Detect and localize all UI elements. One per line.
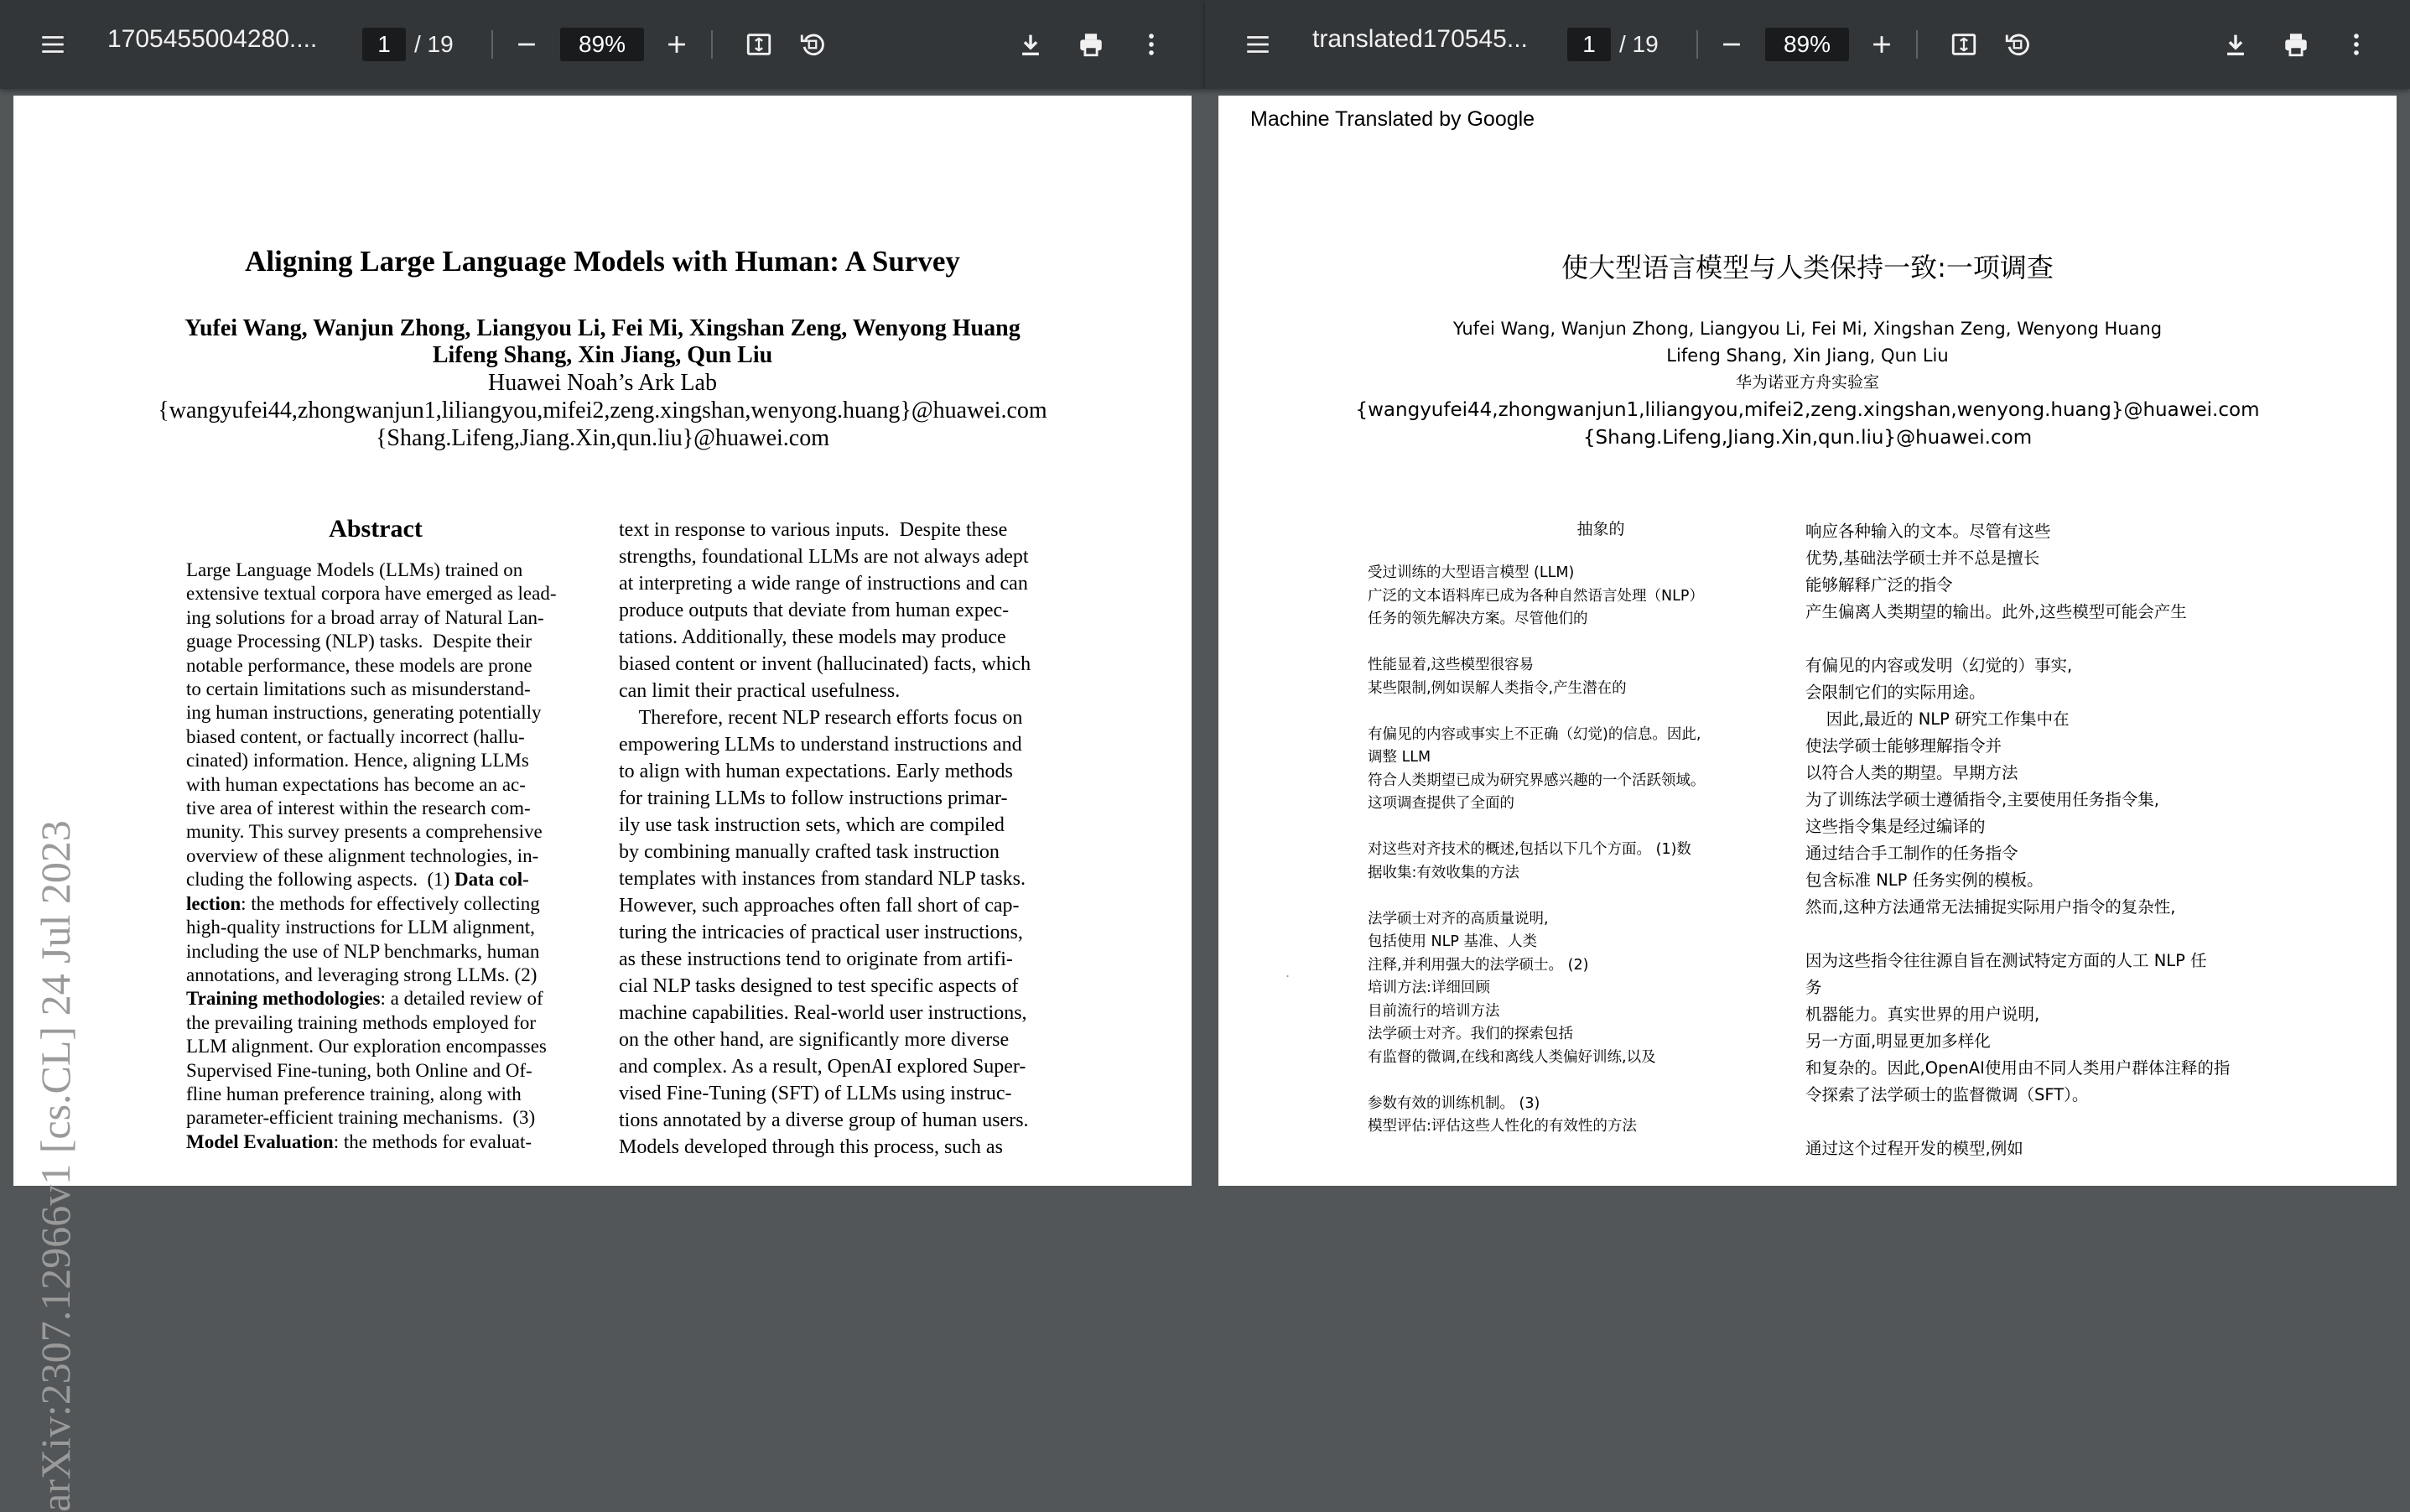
- text-line: lection: the methods for effectively collecting: [186, 892, 540, 914]
- text-line: 然而,这种方法通常无法捕捉实际用户指令的复杂性,: [1805, 897, 2176, 917]
- arxiv-stamp: arXiv:2307.12966v1 [cs.CL] 24 Jul 2023: [32, 820, 79, 1512]
- intro-text: [1805, 518, 2230, 1162]
- print-icon[interactable]: [1067, 21, 1114, 68]
- text-line: 使法学硕士能够理解指令并: [1805, 736, 2002, 756]
- abstract-heading: Abstract: [329, 515, 423, 543]
- text-line: 法学硕士对齐。我们的探索包括: [1368, 1026, 1573, 1042]
- abstract-text: [1368, 562, 1706, 1139]
- authors-line-1: Yufei Wang, Wanjun Zhong, Liangyou Li, Fei Mi, Xingshan Zeng, Wenyong Huang: [1452, 319, 2163, 339]
- text-line: 响应各种输入的文本。尽管有这些: [1805, 522, 2051, 541]
- print-icon[interactable]: [2272, 21, 2319, 68]
- text-line: vised Fine-Tuning (SFT) of LLMs using instruc-: [619, 1083, 1012, 1104]
- text-line: templates with instances from standard NLP tasks.: [619, 868, 1026, 890]
- more-options-icon[interactable]: [2333, 21, 2380, 68]
- text-line: Models developed through this process, such as: [619, 1136, 1003, 1158]
- text-line: and complex. As a result, OpenAI explored Super-: [619, 1056, 1026, 1078]
- zoom-in-icon[interactable]: [653, 21, 700, 68]
- text-line: to align with human expectations. Early methods: [619, 761, 1013, 782]
- text-line: 参数有效的训练机制。 (3): [1368, 1094, 1540, 1112]
- text-line: 目前流行的培训方法: [1368, 1002, 1500, 1020]
- text-line: LLM alignment. Our exploration encompasses: [186, 1036, 547, 1057]
- text-line: at interpreting a wide range of instructions and can: [619, 573, 1028, 595]
- zoom-in-icon[interactable]: [1858, 21, 1905, 68]
- rotate-icon[interactable]: [1994, 21, 2041, 68]
- toolbar-divider: [491, 30, 493, 59]
- text-line: 机器能力。真实世界的用户说明,: [1805, 1005, 2040, 1024]
- authors-line-2: Lifeng Shang, Xin Jiang, Qun Liu: [1666, 346, 1949, 366]
- text-line: 因此,最近的 NLP 研究工作集中在: [1805, 709, 2070, 729]
- text-line: the prevailing training methods employed for: [186, 1011, 537, 1033]
- text-line: [1805, 1109, 2230, 1135]
- text-line: [1805, 626, 2230, 652]
- page-number-input[interactable]: 1: [1567, 28, 1611, 61]
- text-line: 和复杂的。因此,OpenAI使用由不同人类用户群体注释的指: [1805, 1058, 2231, 1078]
- text-line: ing human instructions, generating potentially: [186, 702, 542, 724]
- text-line: Therefore, recent NLP research efforts focus on: [619, 707, 1023, 729]
- toolbar-divider: [1696, 30, 1698, 59]
- text-line: ily use task instruction sets, which are compiled: [619, 814, 1005, 836]
- abstract-heading: 抽象的: [1576, 520, 1625, 538]
- text-line: 性能显着,这些模型很容易: [1368, 657, 1535, 673]
- text-line: Model Evaluation: the methods for evaluat-: [186, 1130, 532, 1152]
- text-line: 包括使用 NLP 基准、人类: [1368, 933, 1538, 950]
- affiliation: 华为诺亚方舟实验室: [1735, 373, 1879, 392]
- fit-page-icon[interactable]: [735, 21, 782, 68]
- text-line: 因为这些指令往往源自旨在测试特定方面的人工 NLP 任: [1805, 951, 2207, 970]
- text-line: strengths, foundational LLMs are not always adept: [619, 546, 1029, 568]
- text-line: 会限制它们的实际用途。: [1805, 683, 1986, 702]
- toolbar-divider: [1916, 30, 1918, 59]
- text-line: 广泛的文本语料库已成为各种自然语言处理（NLP）: [1368, 587, 1704, 605]
- text-line: 有偏见的内容或事实上不正确（幻觉)的信息。因此,: [1368, 725, 1701, 743]
- pdf-page: [13, 96, 1192, 1512]
- zoom-out-icon[interactable]: [1708, 21, 1755, 68]
- affiliation: Huawei Noah’s Ark Lab: [488, 370, 717, 396]
- download-icon[interactable]: [1007, 21, 1054, 68]
- text-line: 调整 LLM: [1368, 749, 1431, 766]
- text-line: high-quality instructions for LLM alignment,: [186, 917, 535, 938]
- text-line: 通过结合手工制作的任务指令: [1805, 844, 2018, 863]
- emails-line-1: {wangyufei44,zhongwanjun1,liliangyou,mifei2,zeng.xingshan,wenyong.huang}@huawei.com: [158, 397, 1047, 423]
- text-line: fline human preference training, along with: [186, 1083, 522, 1104]
- pdf-viewer-right: [1205, 0, 2410, 1158]
- text-line: for training LLMs to follow instructions primar-: [619, 787, 1008, 809]
- emails-line-1: {wangyufei44,zhongwanjun1,liliangyou,mifei2,zeng.xingshan,wenyong.huang}@huawei.com: [1355, 399, 2260, 421]
- text-line: 通过这个过程开发的模型,例如: [1805, 1139, 2023, 1158]
- file-title: translated170545...: [1312, 25, 1528, 53]
- text-line: 包含标准 NLP 任务实例的模板。: [1805, 870, 2044, 890]
- text-line: [1368, 816, 1706, 839]
- text-line: Training methodologies: a detailed review of: [186, 988, 543, 1010]
- page-number-input[interactable]: 1: [362, 28, 406, 61]
- text-line: 某些限制,例如误解人类指令,产生潜在的: [1368, 679, 1627, 697]
- text-line: notable performance, these models are prone: [186, 654, 532, 676]
- text-line: turing the intricacies of practical user instructions,: [619, 922, 1023, 943]
- text-line: 这项调查提供了全面的: [1368, 795, 1514, 812]
- toolbar-divider: [711, 30, 713, 59]
- text-line: parameter-efficient training mechanisms. (3): [186, 1107, 536, 1129]
- text-line: Large Language Models (LLMs) trained on: [186, 559, 523, 580]
- text-line: 受过训练的大型语言模型 (LLM): [1368, 564, 1575, 581]
- text-line: [1368, 700, 1706, 724]
- text-line: 法学硕士对齐的高质量说明,: [1368, 910, 1549, 927]
- fit-page-icon[interactable]: [1940, 21, 1987, 68]
- text-line: [1368, 631, 1706, 655]
- text-line: cluding the following aspects. (1) Data col-: [186, 869, 529, 891]
- more-options-icon[interactable]: [1128, 21, 1175, 68]
- text-line: extensive textual corpora have emerged as lead-: [186, 583, 557, 605]
- text-line: cinated) information. Hence, aligning LLMs: [186, 750, 529, 772]
- text-line: machine capabilities. Real-world user instructions,: [619, 1002, 1027, 1024]
- text-line: 培训方法:详细回顾: [1368, 979, 1490, 996]
- text-line: [1368, 885, 1706, 908]
- text-line: tive area of interest within the research com-: [186, 798, 531, 819]
- text-line: empowering LLMs to understand instructions and: [619, 734, 1022, 756]
- text-line: annotations, and leveraging strong LLMs. (2): [186, 964, 538, 985]
- zoom-input[interactable]: 89%: [1765, 28, 1849, 61]
- text-line: biased content or invent (hallucinated) facts, which: [619, 653, 1031, 675]
- paper-title: 使大型语言模型与人类保持一致:一项调查: [1561, 252, 2054, 283]
- menu-icon[interactable]: [1234, 21, 1281, 68]
- download-icon[interactable]: [2212, 21, 2259, 68]
- toolbar: [1205, 0, 2410, 89]
- zoom-input[interactable]: 89%: [560, 28, 644, 61]
- text-line: 任务的领先解决方案。尽管他们的: [1368, 611, 1588, 627]
- text-line: by combining manually crafted task instruction: [619, 841, 1000, 863]
- text-line: produce outputs that deviate from human expec-: [619, 600, 1010, 621]
- text-line: tions annotated by a diverse group of human users.: [619, 1109, 1029, 1131]
- text-line: including the use of NLP benchmarks, human: [186, 940, 540, 962]
- text-line: with human expectations has become an ac-: [186, 773, 526, 795]
- text-line: [1368, 1069, 1706, 1093]
- text-line: text in response to various inputs. Despite these: [619, 519, 1008, 541]
- text-line: [1805, 921, 2230, 948]
- text-line: tations. Additionally, these models may produce: [619, 626, 1006, 648]
- text-line: 产生偏离人类期望的输出。此外,这些模型可能会产生: [1805, 602, 2187, 621]
- text-line: to certain limitations such as misunderstand-: [186, 678, 531, 700]
- text-line: 能够解释广泛的指令: [1805, 575, 1953, 595]
- text-line: 有偏见的内容或发明（幻觉的）事实,: [1805, 656, 2073, 675]
- text-line: as these instructions tend to originate from artifi-: [619, 948, 1013, 970]
- text-line: Supervised Fine-tuning, both Online and Of-: [186, 1059, 532, 1081]
- toolbar: [0, 0, 1205, 89]
- text-line: 注释,并利用强大的法学硕士。 (2): [1368, 956, 1589, 974]
- emails-line-2: {Shang.Lifeng,Jiang.Xin,qun.liu}@huawei.com: [375, 425, 830, 451]
- text-line: cial NLP tasks designed to test specific aspects of: [619, 975, 1019, 997]
- text-line: 令探索了法学硕士的监督微调（SFT）。: [1805, 1085, 2089, 1104]
- text-line: 务: [1805, 978, 1822, 997]
- text-line: 有监督的微调,在线和离线人类偏好训练,以及: [1368, 1048, 1656, 1066]
- text-line: ing solutions for a broad array of Natural Lan-: [186, 606, 544, 628]
- menu-icon[interactable]: [29, 21, 76, 68]
- page-mark: .: [1286, 964, 1291, 980]
- text-line: 符合人类期望已成为研究界感兴趣的一个活跃领域。: [1368, 772, 1706, 789]
- text-line: However, such approaches often fall short of cap-: [619, 895, 1020, 917]
- paper-title: Aligning Large Language Models with Human: A Survey: [245, 245, 960, 278]
- text-line: 模型评估:评估这些人性化的有效性的方法: [1368, 1118, 1637, 1135]
- text-line: 以符合人类的期望。早期方法: [1805, 763, 2018, 782]
- rotate-icon[interactable]: [789, 21, 836, 68]
- emails-line-2: {Shang.Lifeng,Jiang.Xin,qun.liu}@huawei.com: [1582, 427, 2033, 449]
- text-line: 据收集:有效收集的方法: [1368, 864, 1519, 881]
- page-total: / 19: [414, 31, 454, 57]
- text-line: munity. This survey presents a comprehensive: [186, 821, 543, 843]
- file-title: 1705455004280....: [107, 25, 318, 53]
- intro-text: [619, 517, 1031, 1161]
- text-line: overview of these alignment technologies, in-: [186, 844, 539, 866]
- text-line: 为了训练法学硕士遵循指令,主要使用任务指令集,: [1805, 790, 2159, 809]
- text-line: biased content, or factually incorrect (hallu-: [186, 725, 525, 747]
- zoom-out-icon[interactable]: [503, 21, 550, 68]
- text-line: on the other hand, are significantly more diverse: [619, 1029, 1010, 1051]
- abstract-text: [186, 559, 556, 1154]
- authors-line-2: Lifeng Shang, Xin Jiang, Qun Liu: [432, 342, 773, 368]
- pdf-page: [1218, 96, 2397, 1186]
- machine-translated-label: Machine Translated by Google: [1250, 107, 1535, 131]
- text-line: can limit their practical usefulness.: [619, 680, 901, 702]
- page-total: / 19: [1619, 31, 1659, 57]
- text-line: 另一方面,明显更加多样化: [1805, 1031, 1991, 1051]
- text-line: 优势,基础法学硕士并不总是擅长: [1805, 548, 2040, 568]
- text-line: guage Processing (NLP) tasks. Despite their: [186, 631, 532, 652]
- text-line: 这些指令集是经过编译的: [1805, 817, 1986, 836]
- authors-line-1: Yufei Wang, Wanjun Zhong, Liangyou Li, Fei Mi, Xingshan Zeng, Wenyong Huang: [184, 315, 1021, 341]
- text-line: 对这些对齐技术的概述,包括以下几个方面。 (1)数: [1368, 841, 1691, 858]
